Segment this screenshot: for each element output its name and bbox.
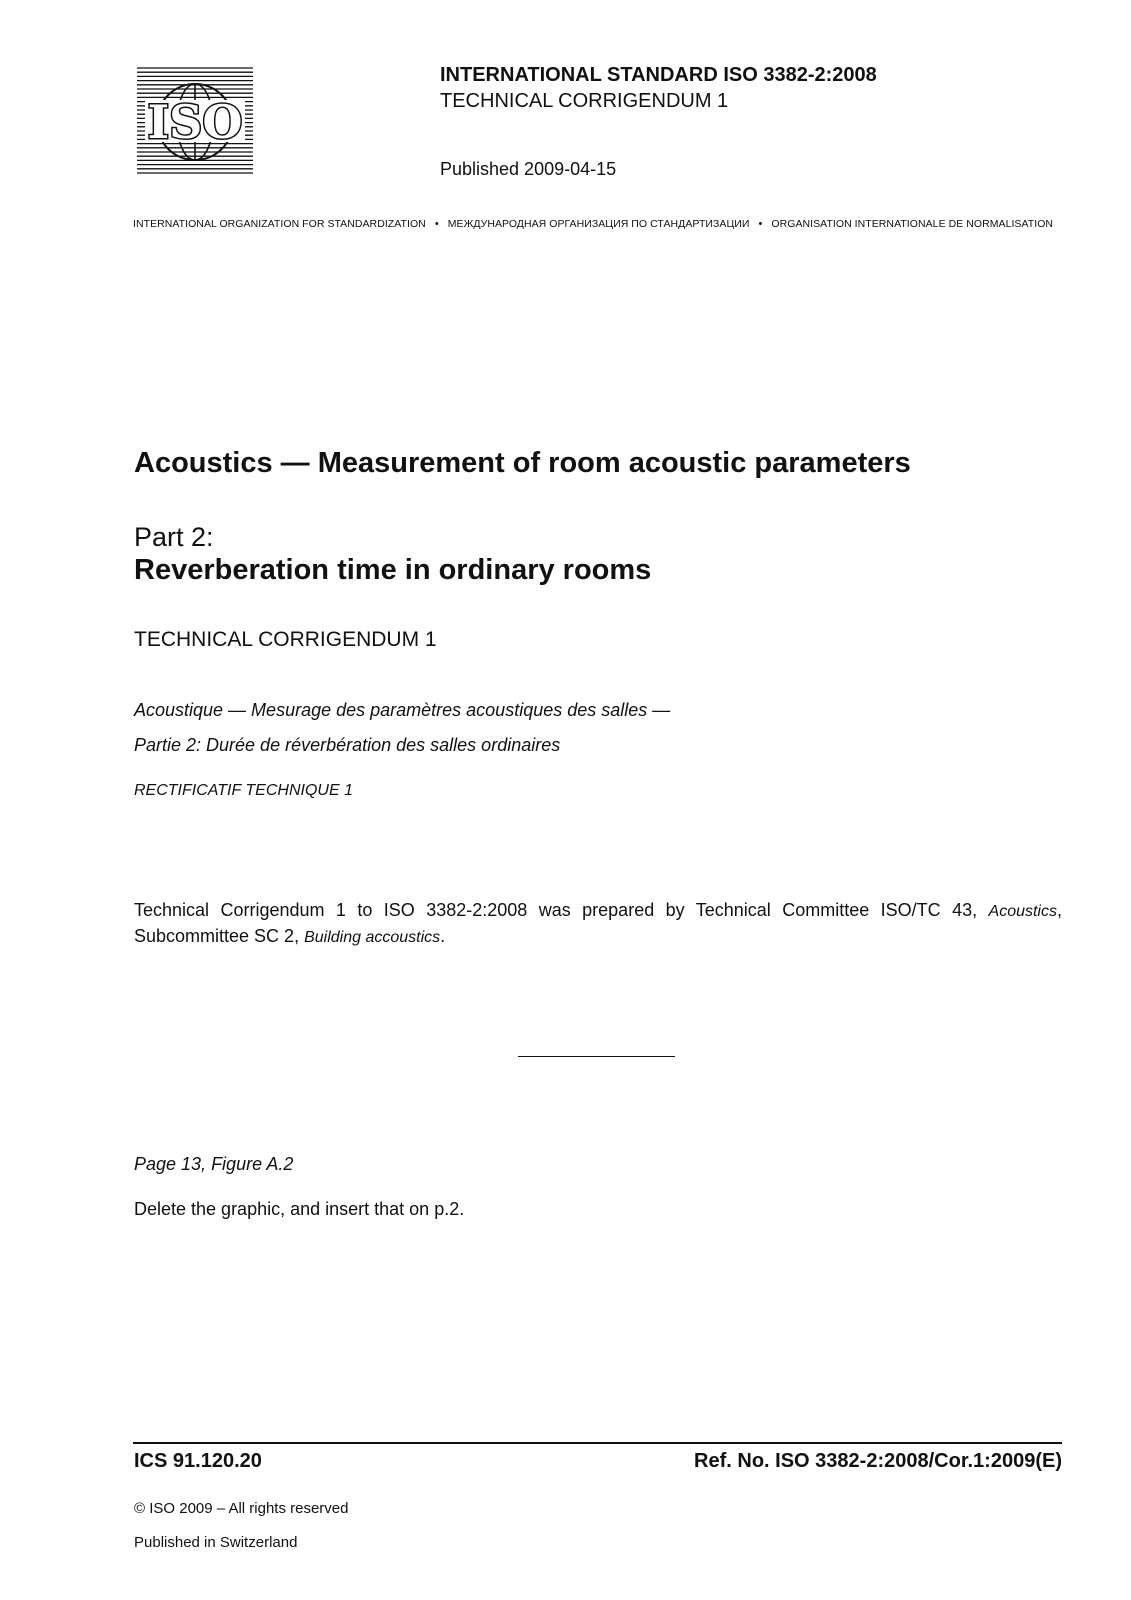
publication-date: Published 2009-04-15	[440, 159, 617, 179]
document-main-title: Acoustics — Measurement of room acoustic parameters	[134, 447, 911, 479]
standard-subtitle: TECHNICAL CORRIGENDUM 1	[440, 90, 729, 112]
preparation-text: .	[440, 926, 446, 946]
separator-dot: •	[434, 218, 439, 230]
preparation-text: Technical Corrigendum 1 to ISO 3382-2:2008 was prepared by Technical Committee ISO/TC 43,	[134, 900, 989, 920]
publication-place: Published in Switzerland	[134, 1534, 298, 1551]
preparation-paragraph	[134, 898, 1062, 950]
ics-code: ICS 91.120.20	[134, 1450, 262, 1472]
subcommittee-name: Building accoustics	[304, 929, 441, 946]
french-title-line-1: Acoustique — Mesurage des paramètres acoustiques des salles —	[134, 700, 671, 720]
organization-name-english: INTERNATIONAL ORGANIZATION FOR STANDARDIZATION	[133, 218, 426, 230]
correction-instruction: Delete the graphic, and insert that on p.2.	[134, 1199, 465, 1219]
iso-logo-lettering: ISO	[147, 95, 243, 149]
reference-number: Ref. No. ISO 3382-2:2008/Cor.1:2009(E)	[694, 1450, 1062, 1472]
organization-name-russian: МЕЖДУНАРОДНАЯ ОРГАНИЗАЦИЯ ПО СТАНДАРТИЗАЦИИ	[447, 218, 750, 230]
french-title-line-2: Partie 2: Durée de réverbération des salles ordinaires	[134, 735, 561, 755]
preparation-text: , Subcommittee SC 2,	[134, 900, 1062, 946]
section-divider	[518, 1056, 675, 1057]
iso-logo	[137, 66, 253, 178]
committee-name: Acoustics	[988, 903, 1057, 920]
part-title: Reverberation time in ordinary rooms	[134, 554, 652, 586]
corrigendum-label: TECHNICAL CORRIGENDUM 1	[134, 628, 437, 651]
part-label: Part 2:	[134, 522, 214, 552]
footer-rule	[133, 1442, 1062, 1444]
copyright-notice: © ISO 2009 – All rights reserved	[134, 1500, 349, 1517]
standard-title: INTERNATIONAL STANDARD ISO 3382-2:2008	[440, 64, 877, 86]
french-corrigendum-label: RECTIFICATIF TECHNIQUE 1	[134, 782, 353, 799]
page-reference: Page 13, Figure A.2	[134, 1154, 294, 1174]
organization-line	[133, 218, 1053, 230]
separator-dot: •	[758, 218, 763, 230]
organization-name-french: ORGANISATION INTERNATIONALE DE NORMALISATION	[771, 218, 1054, 230]
